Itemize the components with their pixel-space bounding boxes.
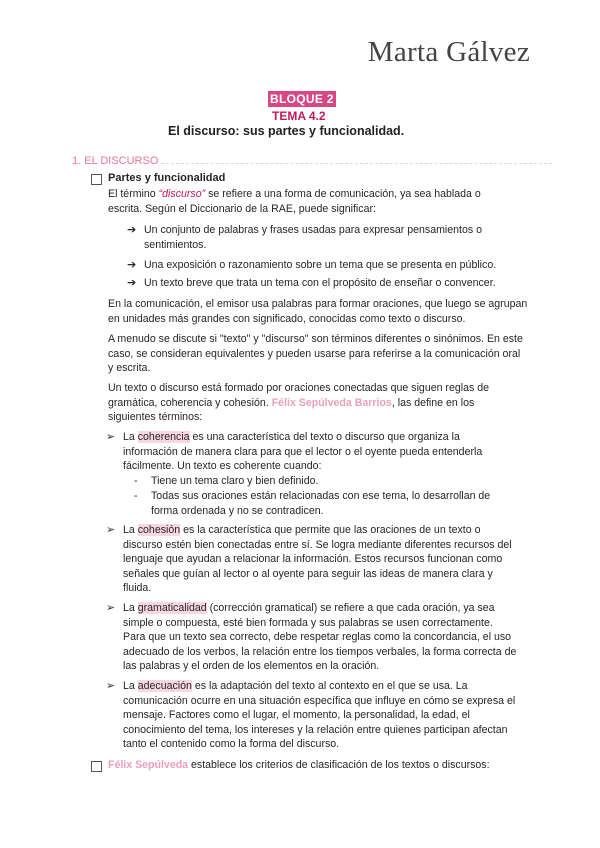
section-divider: [161, 163, 552, 164]
coherencia-item: Tiene un tema claro y bien definido.: [151, 475, 319, 487]
term-cohesion: La cohesión es la característica que permite que las oraciones de un texto o discurso estén bien conectadas entre sí. Se logra mediante diferentes recursos del lenguaje que ayudan a relacionar la información. Estos recursos funcionan como señales que guían al lector o al oyente para seguir las ideas de manera clara y fluida.: [123, 524, 512, 595]
triangle-bullet-icon: ➢: [106, 431, 116, 443]
highlight-gramaticalidad: gramaticalidad: [137, 602, 207, 614]
arrow-icon: ➔: [127, 277, 137, 289]
highlight-coherencia: coherencia: [137, 431, 190, 443]
checkbox-criterios[interactable]: [91, 761, 102, 772]
criterios-line: Félix Sepúlveda establece los criterios de clasificación de los textos o discursos:: [108, 759, 490, 771]
dash-bullet: -: [134, 490, 138, 502]
triangle-bullet-icon: ➢: [106, 602, 116, 614]
checkbox-partes[interactable]: [91, 174, 102, 185]
term-discurso: “discurso”: [158, 188, 206, 200]
term-coherencia: La coherencia es una característica del texto o discurso que organiza la información de manera clara para que el lector o el oyente pueda entenderla fácilmente. Un texto es coherente cuando:: [123, 431, 483, 473]
page-title: El discurso: sus partes y funcionalidad.: [168, 124, 405, 138]
meaning-item: Un conjunto de palabras y frases usadas para expresar pensamientos o sentimientos.: [144, 224, 483, 251]
tema-label: TEMA 4.2: [272, 109, 326, 123]
paragraph: En la comunicación, el emisor usa palabras para formar oraciones, que luego se agrupan en unidades más grandes con significado, conocidas como texto o discurso.: [108, 298, 528, 325]
meaning-item: Una exposición o razonamiento sobre un tema que se presenta en público.: [144, 259, 497, 271]
section-label: 1. EL DISCURSO: [72, 155, 159, 167]
meaning-item: Un texto breve que trata un tema con el propósito de enseñar o convencer.: [144, 277, 496, 289]
arrow-icon: ➔: [127, 259, 137, 271]
author-name: Marta Gálvez: [367, 36, 530, 68]
partes-intro: El término “discurso” se refiere a una forma de comunicación, ya sea hablada o escrita. Según el Diccionario de la RAE, puede significar:: [108, 188, 481, 215]
coherencia-item: Todas sus oraciones están relacionadas con ese tema, lo desarrollan de forma ordenada y no se contradicen.: [151, 490, 491, 517]
paragraph: Un texto o discurso está formado por oraciones conectadas que siguen reglas de gramática, coherencia y cohesión. Félix Sepúlveda Barrios, las define en los siguientes términos:: [108, 382, 490, 424]
triangle-bullet-icon: ➢: [106, 680, 116, 692]
paragraph: A menudo se discute si "texto" y "discurso" son términos diferentes o sinónimos. En este caso, se consideran equivalentes y pueden usarse para referirse a la comunicación oral y escrita.: [108, 333, 523, 375]
triangle-bullet-icon: ➢: [106, 524, 116, 536]
section-heading: [72, 154, 552, 168]
bloque-badge: BLOQUE 2: [270, 92, 334, 106]
author-reference: Félix Sepúlveda Barrios: [271, 396, 392, 409]
dash-bullet: -: [134, 475, 138, 487]
author-reference: Félix Sepúlveda: [108, 759, 189, 771]
highlight-adecuacion: adecuación: [137, 680, 192, 692]
arrow-icon: ➔: [127, 224, 137, 236]
highlight-cohesion: cohesión: [137, 524, 181, 536]
term-gramaticalidad: La gramaticalidad (corrección gramatical) se refiere a que cada oración, ya sea simple o compuesta, esté bien formada y sus palabras se usen correctamente. Para que un texto sea correcto, debe respetar reglas como la concordancia, el uso adecuado de los verbos, la relación entre los tiempos verbales, la forma correcta de las palabras y el orden de los elementos en la oración.: [123, 602, 517, 673]
term-adecuacion: La adecuación es la adaptación del texto al contexto en el que se usa. La comunicación ocurre en una situación específica que influye en cómo se expresa el mensaje. Factores como el lugar, el momento, la personalidad, la edad, el conocimiento del tema, los intereses y la relación entre quienes participan afectan tanto el contenido como la forma del discurso.: [123, 680, 516, 751]
partes-title: Partes y funcionalidad: [108, 172, 226, 184]
